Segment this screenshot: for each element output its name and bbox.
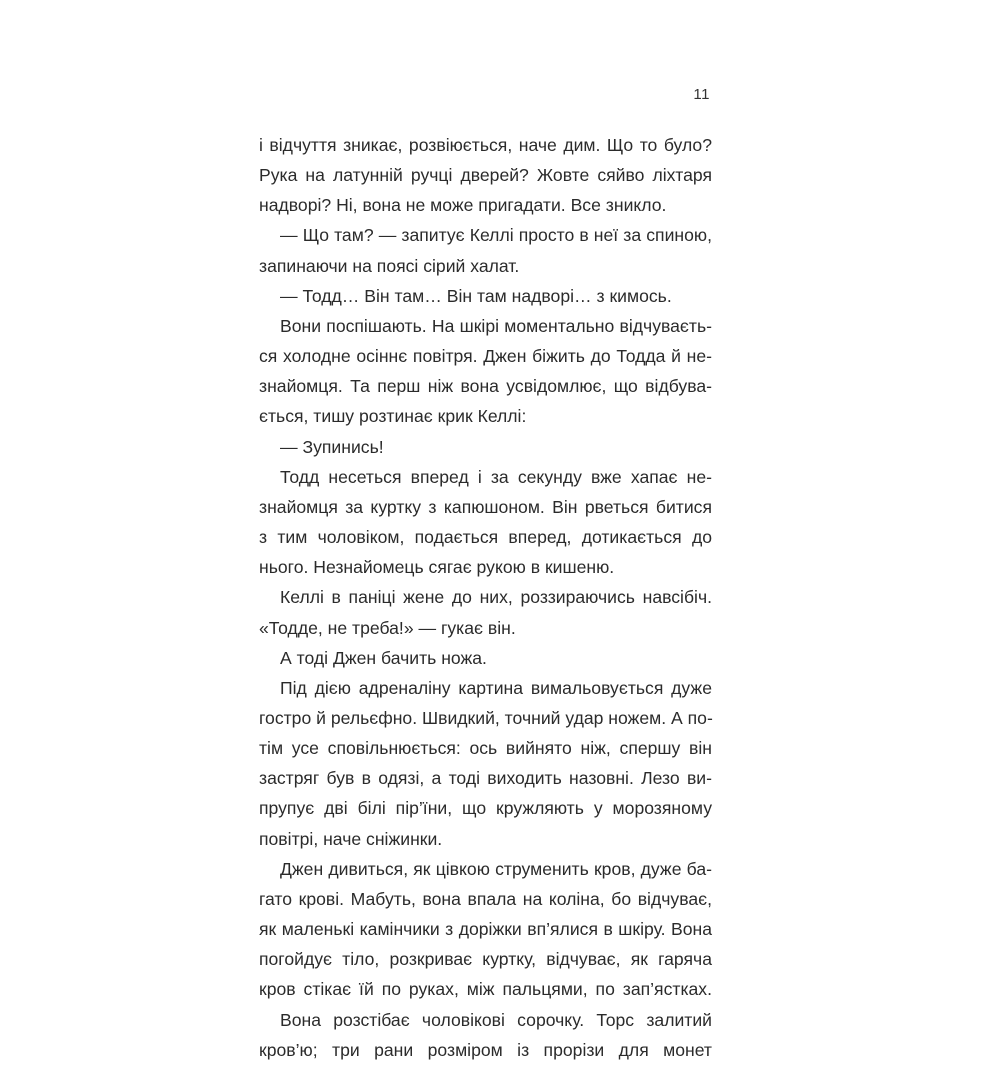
text-line: «Тодде, не треба!» — гукає він.	[259, 617, 516, 638]
text-line: ся холодне осіннє повітря. Джен біжить до Тодда й не-	[259, 346, 712, 367]
text-line: знайомця за куртку з капюшоном. Він рветься битися	[259, 496, 712, 517]
text-line: прупує дві білі пір’їни, що кружляють у морозяному	[259, 798, 712, 819]
text-line: кров’ю; три рани розміром із прорізи для монет	[259, 1039, 712, 1060]
text-line: гато крові. Мабуть, вона впала на коліна, бо відчуває,	[259, 888, 712, 909]
text-line: і відчуття зникає, розвіюється, наче дим. Що то було?	[259, 135, 712, 155]
text-line: нього. Незнайомець сягає рукою в кишеню.	[259, 557, 615, 578]
text-line: повітрі, наче сніжинки.	[259, 828, 443, 849]
text-line: застряг був в одязі, а тоді виходить назовні. Лезо ви-	[259, 768, 712, 789]
text-line: запинаючи на поясі сірий халат.	[259, 255, 520, 276]
text-line: ється, тишу розтинає крик Келлі:	[259, 406, 527, 427]
text-line: Під дією адреналіну картина вимальовується дуже	[280, 677, 712, 698]
text-line: надворі? Ні, вона не може пригадати. Все зникло.	[259, 195, 667, 216]
text-line: Джен дивиться, як цівкою струменить кров, дуже ба-	[280, 858, 712, 879]
text-line: — Зупинись!	[280, 436, 384, 457]
text-line: — Тодд… Він там… Він там надворі… з кимось.	[280, 285, 672, 306]
text-line: Вони поспішають. На шкірі моментально відчуваєть-	[280, 315, 712, 336]
text-line: Рука на латунній ручці дверей? Жовте сяйво ліхтаря	[259, 165, 712, 186]
text-line: погойдує тіло, розкриває куртку, відчуває, як гаряча	[259, 949, 712, 970]
page-number: 11	[693, 86, 710, 103]
text-line: як маленькі камінчики з доріжки вп’ялися в шкіру. Вона	[259, 919, 712, 940]
text-line: — Що там? — запитує Келлі просто в неї за спиною,	[280, 225, 712, 246]
text-line: тім усе сповільнюється: ось вийнято ніж, спершу він	[259, 738, 712, 759]
text-line: гостро й рельєфно. Швидкий, точний удар ножем. А по-	[259, 707, 713, 728]
text-line: Вона розстібає чоловікові сорочку. Торс залитий	[280, 1009, 712, 1030]
text-line: Келлі в паніці жене до них, роззираючись навсібіч.	[280, 587, 712, 608]
body-text	[259, 130, 712, 1065]
text-line: Тодд несеться вперед і за секунду вже хапає не-	[280, 466, 712, 487]
text-line: знайомця. Та перш ніж вона усвідомлює, що відбува-	[259, 376, 712, 397]
text-line: кров стікає їй по руках, між пальцями, по зап’ястках.	[259, 979, 712, 1000]
text-line: з тим чоловіком, подається вперед, дотикається до	[259, 527, 712, 548]
text-line: А тоді Джен бачить ножа.	[280, 647, 487, 668]
